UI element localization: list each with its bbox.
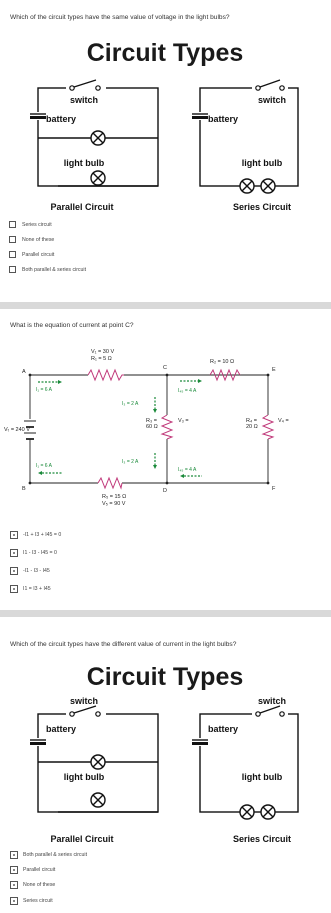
- q3-option-4[interactable]: Series circuit: [10, 897, 53, 905]
- q1-option-3[interactable]: Parallel circuit: [9, 251, 54, 258]
- light-bulb-icon: [261, 179, 275, 193]
- q2-option-3[interactable]: -I1 - I3 - I45: [10, 567, 50, 575]
- checkbox[interactable]: [10, 881, 18, 889]
- q1-option-2[interactable]: None of these: [9, 236, 54, 243]
- battery-icon: [192, 738, 210, 746]
- svg-text:60 Ω: 60 Ω: [146, 424, 158, 430]
- q3-option-2[interactable]: Parallel circuit: [10, 866, 55, 874]
- checkbox[interactable]: [10, 897, 18, 905]
- question-2-text: What is the equation of current at point C?: [10, 322, 134, 329]
- svg-text:I₄₅ = 4 A: I₄₅ = 4 A: [178, 467, 197, 473]
- svg-text:Series Circuit: Series Circuit: [232, 834, 292, 844]
- checkbox[interactable]: [10, 531, 18, 539]
- light-bulb-icon: [261, 805, 275, 819]
- svg-text:V₃ =: V₃ =: [178, 418, 189, 424]
- q1-option-1[interactable]: Series circuit: [9, 221, 52, 228]
- checkbox[interactable]: [9, 251, 16, 258]
- svg-text:battery: battery: [46, 724, 77, 734]
- node-label: C: [163, 365, 167, 371]
- svg-text:battery: battery: [46, 114, 77, 124]
- svg-text:I₁ = 6 A: I₁ = 6 A: [36, 463, 53, 469]
- checkbox[interactable]: [9, 266, 16, 273]
- light-bulb-icon: [240, 805, 254, 819]
- question-1-text: Which of the circuit types have the same value of voltage in the light bulbs?: [10, 14, 230, 21]
- q2-option-2[interactable]: I1 - I3 - I45 = 0: [10, 549, 57, 557]
- switch-icon: [66, 706, 106, 718]
- svg-text:R₅ = 15 Ω: R₅ = 15 Ω: [102, 494, 127, 500]
- svg-text:light bulb: light bulb: [63, 772, 105, 782]
- node-label: F: [272, 486, 276, 492]
- checkbox[interactable]: [10, 866, 18, 874]
- circuit-types-figure-1: [0, 28, 331, 218]
- switch-icon: [66, 80, 106, 92]
- figure-title: Circuit Types: [86, 663, 244, 691]
- checkbox[interactable]: [10, 549, 18, 557]
- light-bulb-icon: [91, 793, 105, 807]
- node-label: B: [22, 486, 26, 492]
- svg-text:R₃ =: R₃ =: [146, 418, 157, 424]
- q3-option-3[interactable]: None of these: [10, 881, 55, 889]
- svg-text:R₂ = 10 Ω: R₂ = 10 Ω: [210, 359, 235, 365]
- section-divider: [0, 302, 331, 309]
- checkbox[interactable]: [10, 851, 18, 859]
- svg-text:V₅ = 90 V: V₅ = 90 V: [102, 501, 126, 507]
- node-label: A: [22, 369, 26, 375]
- switch-icon: [252, 80, 288, 92]
- checkbox[interactable]: [9, 236, 16, 243]
- svg-text:Vₜ = 240 V: Vₜ = 240 V: [4, 427, 30, 433]
- circuit-diagram: [0, 335, 331, 530]
- checkbox[interactable]: [10, 585, 18, 593]
- light-bulb-icon: [240, 179, 254, 193]
- checkbox[interactable]: [10, 567, 18, 575]
- svg-text:Series Circuit: Series Circuit: [232, 202, 292, 212]
- q2-option-1[interactable]: -I1 + I3 + I45 = 0: [10, 531, 61, 539]
- svg-text:switch: switch: [69, 95, 99, 105]
- svg-text:switch: switch: [257, 696, 287, 706]
- svg-text:Parallel Circuit: Parallel Circuit: [50, 202, 114, 212]
- svg-text:switch: switch: [257, 95, 287, 105]
- svg-text:R₁ = 5 Ω: R₁ = 5 Ω: [91, 356, 112, 362]
- svg-text:V₄ =: V₄ =: [278, 418, 289, 424]
- light-bulb-icon: [91, 755, 105, 769]
- q1-option-4[interactable]: Both parallel & series circuit: [9, 266, 86, 273]
- figure-title: Circuit Types: [86, 39, 244, 67]
- svg-text:V₁ = 30 V: V₁ = 30 V: [91, 349, 115, 355]
- circuit-types-figure-2: [0, 652, 331, 852]
- question-3-text: Which of the circuit types have the different value of current in the light bulbs?: [10, 641, 237, 648]
- svg-text:light bulb: light bulb: [63, 158, 105, 168]
- node-label: E: [272, 367, 276, 373]
- svg-text:I₃ = 2 A: I₃ = 2 A: [122, 401, 139, 407]
- switch-icon: [252, 706, 288, 718]
- svg-text:switch: switch: [69, 696, 99, 706]
- q2-option-4[interactable]: I1 = I3 + I45: [10, 585, 51, 593]
- section-divider: [0, 610, 331, 617]
- battery-icon: [30, 738, 48, 746]
- svg-text:battery: battery: [208, 724, 239, 734]
- svg-text:I₃ = 2 A: I₃ = 2 A: [122, 459, 139, 465]
- light-bulb-icon: [91, 171, 105, 185]
- svg-text:20 Ω: 20 Ω: [246, 424, 258, 430]
- svg-text:battery: battery: [208, 114, 239, 124]
- svg-text:light bulb: light bulb: [241, 772, 283, 782]
- node-label: D: [163, 488, 167, 494]
- light-bulb-icon: [91, 131, 105, 145]
- svg-text:I₁ = 6 A: I₁ = 6 A: [36, 387, 53, 393]
- svg-text:R₄ =: R₄ =: [246, 418, 257, 424]
- checkbox[interactable]: [9, 221, 16, 228]
- q3-option-1[interactable]: Both parallel & series circuit: [10, 851, 87, 859]
- svg-text:light bulb: light bulb: [241, 158, 283, 168]
- svg-text:Parallel Circuit: Parallel Circuit: [50, 834, 114, 844]
- svg-text:I₄₅ = 4 A: I₄₅ = 4 A: [178, 388, 197, 394]
